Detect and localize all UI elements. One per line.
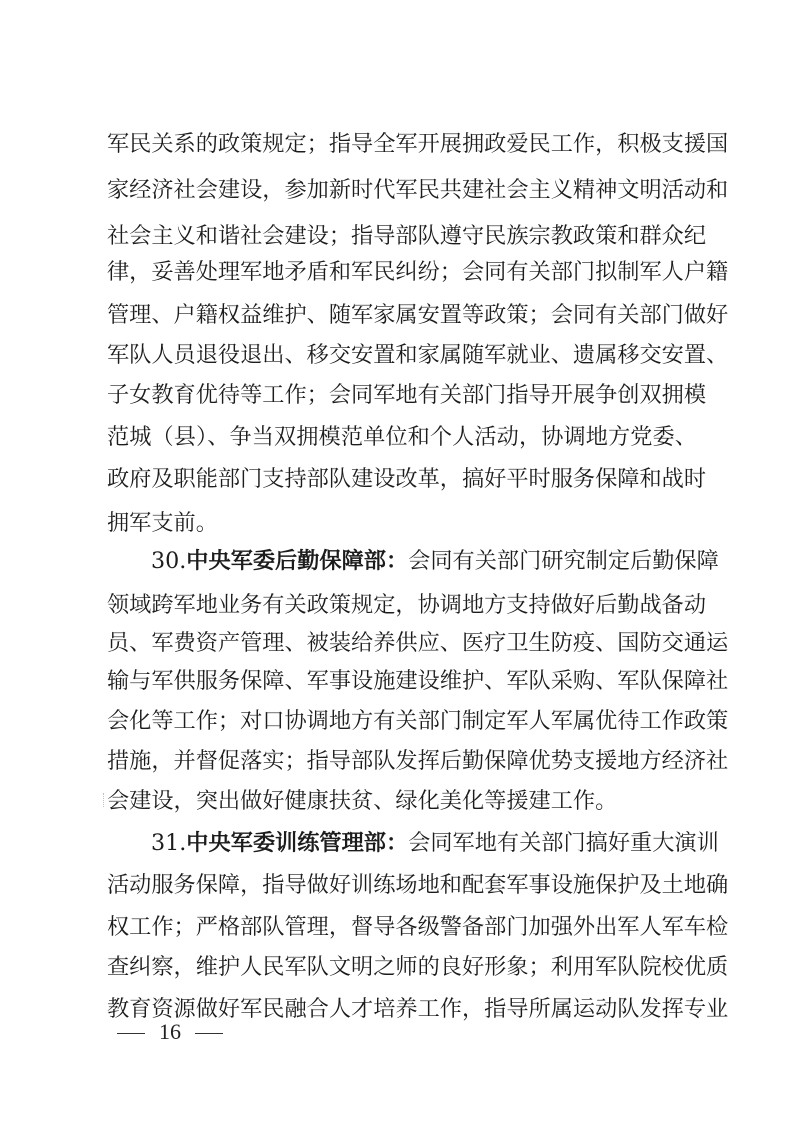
text-line: 拥军支前。 — [107, 510, 218, 536]
text-line: 会建设，突出做好健康扶贫、绿化美化等援建工作。 — [107, 788, 618, 814]
page-number-value: 16 — [159, 1019, 181, 1044]
item-heading: 中央军委后勤保障部： — [186, 548, 409, 574]
text-line: 子女教育优待等工作；会同军地有关部门指导开展争创双拥模 — [107, 382, 707, 408]
item-number: 31. — [151, 830, 187, 856]
item-number: 30. — [151, 548, 187, 574]
item-31-first-line — [151, 828, 719, 858]
text-line: 措施，并督促落实；指导部队发挥后勤保障优势支援地方经济社 — [107, 748, 729, 774]
text-line: 输与军供服务保障、军事设施建设维护、军队采购、军队保障社 — [107, 668, 729, 694]
text-line: 员、军费资产管理、被装给养供应、医疗卫生防疫、国防交通运 — [107, 630, 729, 656]
dash-right — [195, 1033, 223, 1034]
text-line: 律，妥善处理军地矛盾和军民纠纷；会同有关部门拟制军人户籍 — [107, 259, 729, 285]
page-number — [117, 1017, 247, 1047]
dash-left — [117, 1033, 145, 1034]
text-line: 管理、户籍权益维护、随军家属安置等政策；会同有关部门做好 — [107, 302, 729, 328]
text-line: 会化等工作；对口协调地方有关部门制定军人军属优待工作政策 — [107, 708, 729, 734]
text-line: 军队人员退役退出、移交安置和家属随军就业、遗属移交安置、 — [107, 342, 729, 368]
text-line: 活动服务保障，指导做好训练场地和配套军事设施保护及土地确 — [107, 872, 729, 898]
text-line: 政府及职能部门支持部队建设改革，搞好平时服务保障和战时 — [107, 466, 707, 492]
item-heading: 中央军委训练管理部： — [186, 830, 409, 856]
text-line: 领域跨军地业务有关政策规定，协调地方支持做好后勤战备动 — [107, 592, 707, 618]
text-line: 家经济社会建设，参加新时代军民共建社会主义精神文明活动和 — [107, 177, 729, 203]
item-text: 会同军地有关部门搞好重大演训 — [408, 830, 719, 856]
text-line: 军民关系的政策规定；指导全军开展拥政爱民工作，积极支援国 — [107, 131, 729, 157]
item-30-first-line — [151, 546, 719, 576]
text-line: 查纠察，维护人民军队文明之师的良好形象；利用军队院校优质 — [107, 954, 729, 980]
text-line: 权工作；严格部队管理，督导各级警备部门加强外出军人军车检 — [107, 914, 729, 940]
binding-mark — [103, 793, 106, 807]
item-text: 会同有关部门研究制定后勤保障 — [408, 548, 719, 574]
text-line: 社会主义和谐社会建设；指导部队遵守民族宗教政策和群众纪 — [107, 223, 707, 249]
text-line: 教育资源做好军民融合人才培养工作，指导所属运动队发挥专业 — [107, 996, 729, 1022]
text-line: 范城（县）、争当双拥模范单位和个人活动，协调地方党委、 — [107, 424, 697, 450]
